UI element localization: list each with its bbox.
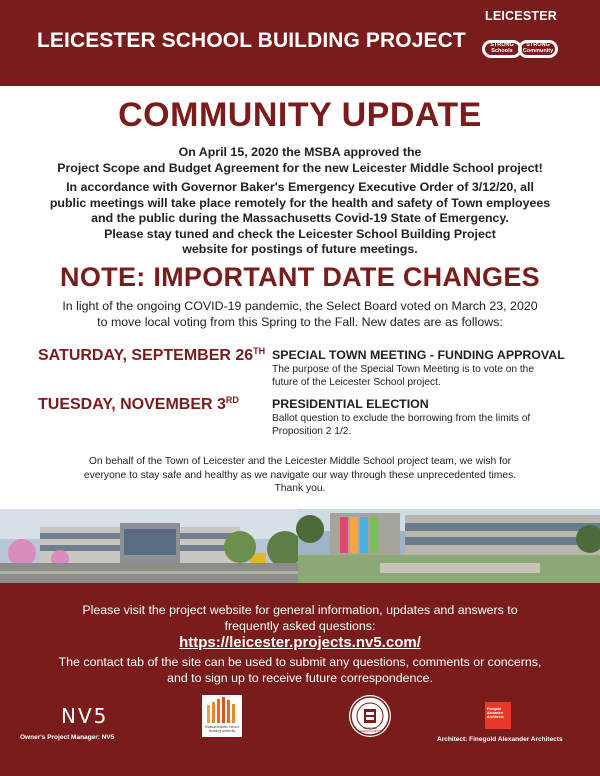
- event-date-label: TUESDAY, NOVEMBER 3RD: [38, 395, 239, 413]
- nv5-logo: NV5: [61, 704, 109, 728]
- visit-text: Please visit the project website for general information, updates and answers to frequently asked questions:: [82, 603, 518, 633]
- fa-logo-text: Finegold Alexander Architects: [487, 707, 504, 719]
- nv5-caption: Owner's Project Manager: NV5: [20, 734, 115, 741]
- logo-wordmark: LEICESTER: [485, 9, 557, 23]
- event-title: SPECIAL TOWN MEETING - FUNDING APPROVAL: [272, 348, 565, 362]
- msba-logo: [202, 695, 242, 737]
- school-renderings: [0, 509, 600, 583]
- project-website-link[interactable]: https://leicester.projects.nv5.com/: [179, 634, 421, 651]
- logo-ring-left-text: STRONG Schools: [490, 42, 514, 54]
- note-intro-text: In light of the ongoing COVID-19 pandemic, the Select Board voted on March 23, 2020 to move local voting from this Spring to the Fall. New dates are as follows:: [62, 299, 538, 329]
- event-title: PRESIDENTIAL ELECTION: [272, 397, 429, 411]
- closing-message: On behalf of the Town of Leicester and the Leicester Middle School project team, we wish for everyone to stay safe and healthy as we navigate our way through these unprecedented times. Thank you.: [83, 456, 517, 494]
- footer-panel: [0, 583, 600, 776]
- leicester-strong-logo: [478, 9, 586, 71]
- event-description: Ballot question to exclude the borrowing from the limits of Proposition 2 1/2.: [272, 413, 531, 437]
- event-date-label: SATURDAY, SEPTEMBER 26TH: [38, 346, 266, 364]
- rendering-exterior: [0, 509, 303, 583]
- architect-caption: Architect: Finegold Alexander Architects: [437, 736, 563, 743]
- rendering-courtyard: [296, 509, 600, 583]
- event-details: [272, 348, 572, 389]
- header-bar: [0, 0, 600, 86]
- town-seal-text: LEICESTER MASSACHUSETTS: [358, 727, 382, 733]
- project-title: LEICESTER SCHOOL BUILDING PROJECT: [37, 29, 466, 52]
- intro-text: On April 15, 2020 the MSBA approved the Project Scope and Budget Agreement for the new Leicester Middle School project! In accordance with Governor Baker's Emergency Executive Order of 3/12/20, all public meetings will take place remotely for the health and safety of Town employees and the public during the Massachusetts Covid-19 State of Emergency. Please stay tuned and check the Leicester School Building Project website for postings of future meetings.: [49, 145, 551, 256]
- logo-ring-right-text: STRONG Community: [522, 42, 554, 54]
- finegold-alexander-logo: [485, 702, 511, 729]
- contact-text: The contact tab of the site can be used to submit any questions, comments or concerns, and to sign up to receive future correspondence.: [58, 655, 542, 685]
- msba-logo-text: Massachusetts School Building Authority: [205, 725, 239, 733]
- event-description: The purpose of the Special Town Meeting is to vote on the future of the Leicester School project.: [272, 364, 535, 388]
- town-seal: [349, 695, 391, 737]
- note-heading: NOTE: IMPORTANT DATE CHANGES: [60, 262, 540, 292]
- page-title: COMMUNITY UPDATE: [118, 96, 482, 134]
- event-details: [272, 397, 572, 438]
